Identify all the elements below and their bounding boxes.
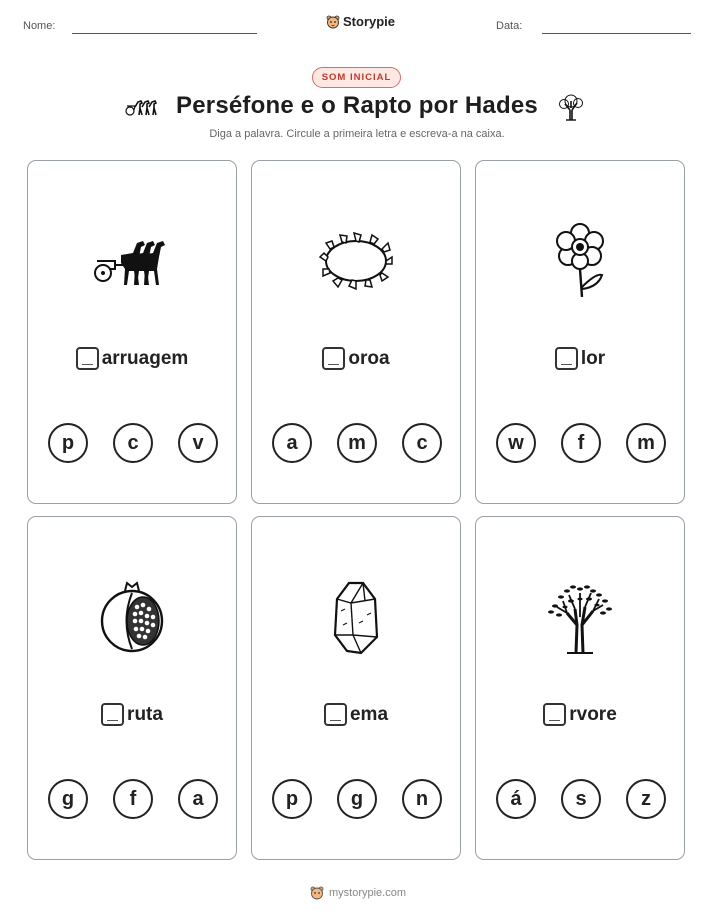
letter-choice[interactable]: c — [113, 423, 153, 463]
letter-choice[interactable]: s — [561, 779, 601, 819]
word-prompt — [28, 347, 236, 370]
letter-choice[interactable]: c — [402, 423, 442, 463]
instructions: Diga a palavra. Circule a primeira letra e escreva-a na caixa. — [209, 128, 505, 140]
pomegranate-icon — [99, 579, 165, 655]
footer — [310, 886, 406, 900]
answer-box[interactable] — [76, 347, 99, 370]
word-card — [475, 160, 685, 504]
word-ending: lor — [580, 347, 606, 369]
date-label: Data: — [496, 20, 523, 32]
flower-icon — [552, 223, 608, 299]
mascot-icon — [310, 886, 324, 900]
letter-choices — [272, 779, 442, 819]
wreath-icon — [318, 231, 394, 291]
letter-choice[interactable]: z — [626, 779, 666, 819]
answer-box[interactable] — [101, 703, 124, 726]
name-label: Nome: — [23, 20, 56, 32]
word-prompt — [252, 703, 460, 726]
letter-choice[interactable]: g — [337, 779, 377, 819]
letter-choices — [496, 779, 666, 819]
letter-choice[interactable]: a — [272, 423, 312, 463]
word-card — [475, 516, 685, 860]
page-title: Perséfone e o Rapto por Hades — [176, 92, 538, 119]
letter-choice[interactable]: g — [48, 779, 88, 819]
letter-choice[interactable]: m — [626, 423, 666, 463]
answer-box[interactable] — [322, 347, 345, 370]
word-ending: ruta — [127, 703, 163, 725]
answer-box[interactable] — [324, 703, 347, 726]
answer-box[interactable] — [555, 347, 578, 370]
word-card — [251, 516, 461, 860]
tree-icon — [557, 92, 585, 122]
date-line[interactable] — [542, 33, 691, 34]
letter-choices — [496, 423, 666, 463]
word-card — [27, 516, 237, 860]
word-card — [251, 160, 461, 504]
letter-choice[interactable]: a — [178, 779, 218, 819]
word-ending: rvore — [569, 703, 617, 725]
word-prompt — [476, 703, 684, 726]
letter-choice[interactable]: á — [496, 779, 536, 819]
tree-icon — [545, 579, 615, 655]
letter-choice[interactable]: f — [113, 779, 153, 819]
mascot-icon — [326, 15, 340, 29]
word-prompt — [476, 347, 684, 370]
word-ending: ema — [349, 703, 389, 725]
name-line[interactable] — [72, 33, 257, 34]
word-ending: arruagem — [101, 347, 189, 369]
letter-choices — [272, 423, 442, 463]
letter-choice[interactable]: f — [561, 423, 601, 463]
letter-choice[interactable]: m — [337, 423, 377, 463]
letter-choice[interactable]: p — [48, 423, 88, 463]
letter-choice[interactable]: w — [496, 423, 536, 463]
letter-choice[interactable]: p — [272, 779, 312, 819]
letter-choices — [48, 423, 218, 463]
chariot-icon — [93, 233, 171, 289]
letter-choice[interactable]: v — [178, 423, 218, 463]
letter-choices — [48, 779, 218, 819]
gem-icon — [331, 579, 381, 657]
word-prompt — [28, 703, 236, 726]
word-card — [27, 160, 237, 504]
footer-url: mystorypie.com — [329, 887, 407, 899]
letter-choice[interactable]: n — [402, 779, 442, 819]
brand-logo — [326, 14, 395, 29]
word-prompt — [252, 347, 460, 370]
answer-box[interactable] — [543, 703, 566, 726]
topic-badge: SOM INICIAL — [312, 67, 401, 88]
word-ending: oroa — [348, 347, 390, 369]
brand-name: Storypie — [343, 14, 396, 29]
